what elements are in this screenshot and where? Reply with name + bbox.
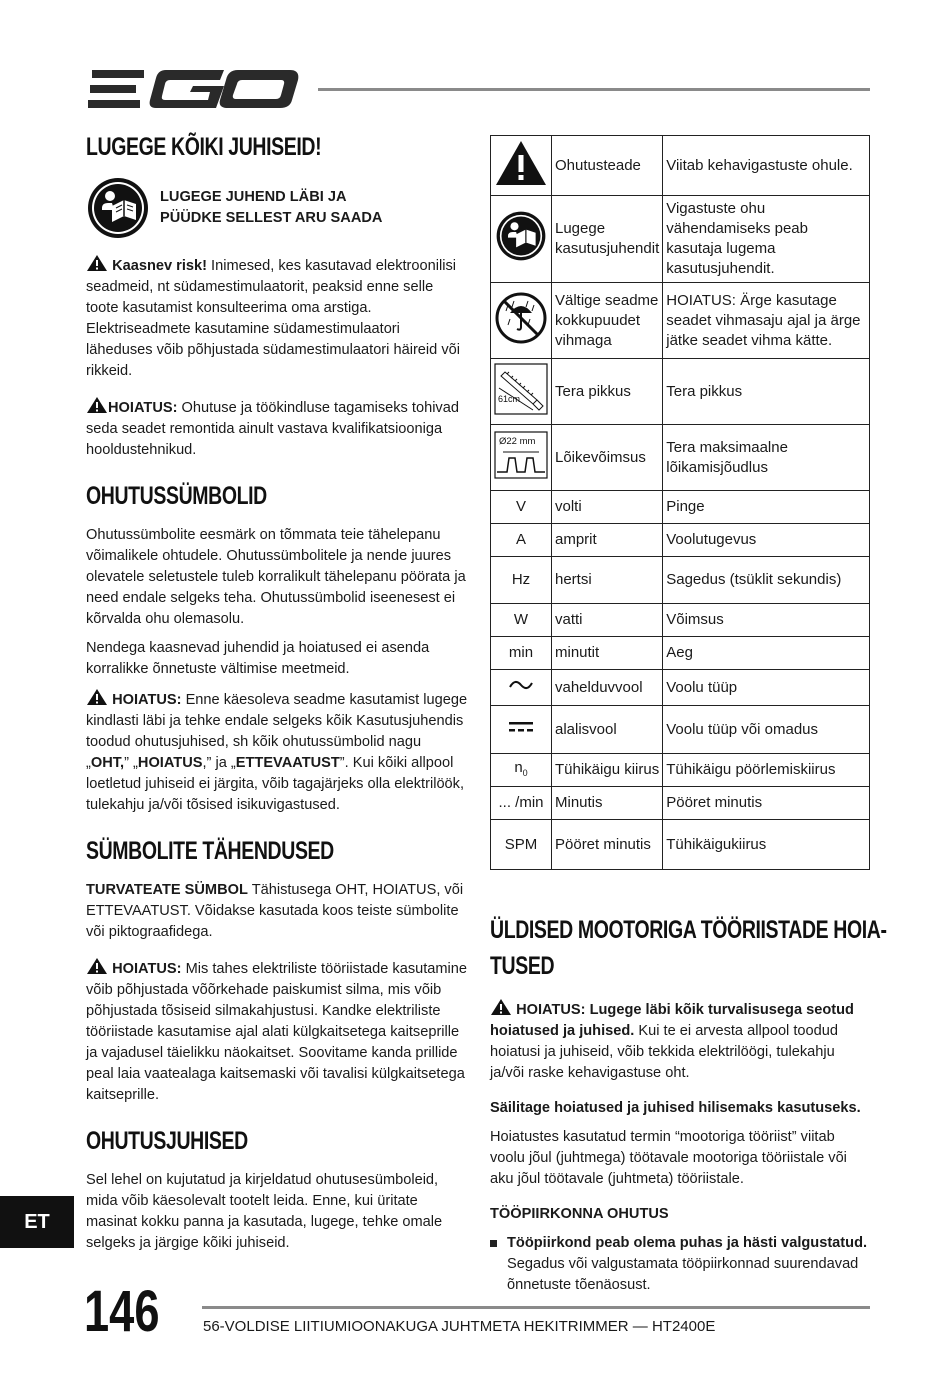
symbol-name: Lõikevõimsus — [552, 425, 663, 491]
risk-paragraph — [86, 254, 468, 382]
header-rule — [318, 88, 870, 91]
symbol-subscript: 0 — [522, 767, 528, 778]
symbol-table-row — [491, 524, 870, 557]
symbol-meaning: Võimsus — [663, 604, 870, 637]
symbol-meaning: Sagedus (tsüklit sekundis) — [663, 557, 870, 604]
footer-rule — [202, 1306, 870, 1309]
symbol-name: vahelduvvool — [552, 670, 663, 706]
svg-text:61cm: 61cm — [498, 393, 521, 404]
symbol-name: amprit — [552, 524, 663, 557]
symbol-table-row — [491, 706, 870, 754]
read-manual-box — [86, 176, 468, 240]
warning-1-label: HOIATUS: — [108, 400, 178, 416]
symbol-cell — [491, 670, 552, 706]
safety-symbols-p1: Ohutussümbolite eesmärk on tõmmata teie tähelepanu võimalikele ohtudele. Ohutussümbolitele ja nende juures olevatele seletustele tuleb korralikult tähelepanu pöörata ja need endale selgeks teha. Ohutussümbolid iseenesest ei kõrvalda ohu olemasolu. — [86, 527, 466, 627]
symbol-cell — [491, 491, 552, 524]
read-all-title: LUGEGE KÕIKI JUHISEID! — [86, 133, 322, 161]
symbol-table-row — [491, 425, 870, 491]
symbol-table-row — [491, 557, 870, 604]
symbol-text: ... /min — [498, 794, 544, 811]
symbol-meaning: HOIATUS: Ärge kasutage seadet vihmasaju ajal ja ärge jätke seadet vihma kätte. — [663, 283, 870, 359]
svg-text:Ø22 mm: Ø22 mm — [499, 435, 536, 447]
warning-2-text-b: ” „ — [124, 755, 138, 771]
symbol-table-row — [491, 670, 870, 706]
symbol-cell — [491, 604, 552, 637]
symbol-cell — [491, 754, 552, 787]
symbol-table-row — [491, 787, 870, 820]
symbol-table-row — [491, 491, 870, 524]
symbol-meaning: Tera maksimaalne lõikamisjõudlus — [663, 425, 870, 491]
warning-2-hoiatus: HOIATUS — [137, 755, 203, 771]
symbol-meaning: Voolu tüüp või omadus — [663, 706, 870, 754]
warning-4-bold: Lugege läbi kõik turvalisusega seotud hoiatused ja juhised. — [490, 1002, 854, 1039]
alternating-current-icon — [507, 676, 535, 694]
symbol-text: Hz — [511, 571, 531, 588]
symbol-text: V — [515, 498, 526, 515]
blade-length-icon — [493, 362, 549, 416]
safety-alert-paragraph — [86, 880, 468, 943]
warning-3-label: HOIATUS: — [112, 961, 182, 977]
symbol-cell — [491, 820, 552, 870]
symbol-name: Minutis — [552, 787, 663, 820]
instructions-text: Sel lehel on kujutatud ja kirjeldatud ohutusesümboleid, mida võib käesolevalt tootelt leida. Enne, kui üritate masinat kokku panna ja kasutada, lugege, tehke omale selgeks ja järgige kõiki juhiseid. — [86, 1172, 443, 1251]
warning-2-text-c: ,” ja „ — [202, 755, 236, 771]
symbol-cell — [491, 359, 552, 425]
symbol-table-row — [491, 196, 870, 283]
symbol-name: Tühikäigu kiirus — [552, 754, 663, 787]
warning-2-text-d: ”. Kui kõiki allpool loetletud juhiseid ei järgita, võib tagajärjeks olla elektrilöök, tulekahju ja/või tõsised isikuvigastused. — [86, 755, 465, 813]
symbol-table-row — [491, 637, 870, 670]
warning-3-text: Mis tahes elektriliste tööriistade kasutamine võib põhjustada võõrkehade paiskumist silma, mis võib põhjustada tõsiseid silmakahjustusi. Kandke elektriliste tööriistade kasutamise ajal alati külgkaitsetega kaitseprille ja vajadusel täielikku näokaitset. Soovitame kanda prillide peal laia vaatealaga kaitsemaski või tavalisi külgkaitsetega kaitseprille. — [86, 961, 468, 1103]
warning-4-label: HOIATUS: — [516, 1002, 586, 1018]
symbols-table — [490, 135, 870, 870]
warning-triangle-icon — [490, 998, 512, 1016]
warning-3-paragraph — [86, 957, 468, 1106]
footer-product-line: 56-VOLDISE LIITIUMIOONAKUGA JUHTMETA HEKITRIMMER — HT2400E — [203, 1318, 716, 1335]
risk-label: Kaasnev risk! — [112, 258, 207, 274]
read-manual-icon — [495, 210, 547, 262]
symbol-meaning: Viitab kehavigastuste ohule. — [663, 136, 870, 196]
symbol-name: hertsi — [552, 557, 663, 604]
warning-2-oht: OHT, — [90, 755, 125, 771]
symbol-table-row — [491, 359, 870, 425]
term-text: Hoiatustes kasutatud termin “mootoriga tööriist” viitab voolu jõul (juhtmega) töötavale mootoriga tööriistale või aku jõul töötavale (juhtmeta) tööriistale. — [490, 1129, 847, 1187]
symbol-meaning: Vigastuste ohu vähendamiseks peab kasutaja lugema kasutusjuhendit. — [663, 196, 870, 283]
read-manual-icon — [86, 176, 150, 240]
symbol-cell — [491, 425, 552, 491]
risk-text: Inimesed, kes kasutavad elektroonilisi seadmeid, nt südamestimulaatorit, peaksid enne selle toote kasutamist konsulteerima oma arstiga. Elektriseadmete kasutamine südamestimulaatori läheduses võib põhjustada südamestimulaatori häireid või rikkeid. — [86, 258, 460, 379]
symbol-meaning: Tühikäigukiirus — [663, 820, 870, 870]
safety-alert-label: TURVATEATE SÜMBOL — [86, 882, 248, 898]
symbol-name: Vältige seadme kokkupuudet vihmaga — [552, 283, 663, 359]
symbol-cell — [491, 136, 552, 196]
symbol-name: minutit — [552, 637, 663, 670]
symbol-name: vatti — [552, 604, 663, 637]
no-rain-icon — [494, 291, 548, 345]
symbol-name: Pööret minutis — [552, 820, 663, 870]
symbol-cell — [491, 524, 552, 557]
symbol-meaning: Pinge — [663, 491, 870, 524]
symbol-text: SPM — [504, 835, 538, 853]
cutting-capacity-icon — [493, 430, 549, 480]
page-number: 146 — [84, 1279, 160, 1344]
safety-symbols-title: OHUTUSSÜMBOLID — [86, 482, 267, 510]
left-column — [86, 132, 468, 1254]
warning-triangle-icon — [86, 396, 108, 414]
warning-triangle-icon — [86, 957, 108, 975]
symbol-cell — [491, 283, 552, 359]
symbol-name: volti — [552, 491, 663, 524]
general-title-line-1: ÜLDISED MOOTORIGA TÖÖRIISTADE HOIA- — [490, 916, 887, 944]
symbol-text: min — [508, 644, 534, 661]
symbol-name: Tera pikkus — [552, 359, 663, 425]
read-manual-label-2: PÜÜDKE SELLEST ARU SAADA — [160, 210, 383, 226]
symbol-meaning: Tühikäigu pöörlemiskiirus — [663, 754, 870, 787]
warning-2-paragraph — [86, 688, 468, 816]
warning-triangle-icon — [86, 254, 108, 272]
direct-current-icon — [507, 720, 535, 734]
symbol-cell — [491, 706, 552, 754]
symbol-name: alalisvool — [552, 706, 663, 754]
warning-4-text: Kui te ei arvesta allpool toodud hoiatusi ja juhiseid, võib tekkida elektrilöögi, tulekahju ja/või raske kehavigastuse oht. — [490, 1023, 838, 1081]
warning-2-ettevaatust: ETTEVAATUST — [235, 755, 340, 771]
symbol-text: W — [513, 611, 529, 628]
symbol-meaning: Pööret minutis — [663, 787, 870, 820]
language-tab: ET — [0, 1196, 74, 1248]
warning-1-text: Ohutuse ja töökindluse tagamiseks tohivad seda seadet remontida ainult vastava kvalifikatsiooniga hooldustehnikud. — [86, 400, 459, 458]
work-area-title: TÖÖPIIRKONNA OHUTUS — [490, 1206, 669, 1222]
ego-logo — [86, 64, 300, 114]
symbol-meaning: Voolutugevus — [663, 524, 870, 557]
bullet-1-text: Segadus või valgustamata tööpiirkonnad suurendavad õnnetuste tõenäosust. — [507, 1256, 859, 1293]
safety-alert-text: Tähistusega OHT, HOIATUS, või ETTEVAATUST. Võidakse kasutada koos teiste sümbolite või piktograafidega. — [86, 882, 464, 940]
instructions-title: OHUTUSJUHISED — [86, 1127, 248, 1155]
keep-warnings: Säilitage hoiatused ja juhised hilisemaks kasutuseks. — [490, 1100, 861, 1116]
warning-2-text-a: Enne käesoleva seadme kasutamist lugege kindlasti läbi ja tehke endale selgeks kõik Kasutusjuhendis toodud ohutusjuhised, sh kõik ohutussümbolid nagu „ — [86, 692, 468, 771]
bullet-1 — [490, 1233, 870, 1296]
symbol-meaning: Tera pikkus — [663, 359, 870, 425]
symbol-meaning: Voolu tüüp — [663, 670, 870, 706]
symbol-name: Ohutusteade — [552, 136, 663, 196]
warning-4-paragraph — [490, 998, 870, 1084]
read-manual-label-1: LUGEGE JUHEND LÄBI JA — [160, 189, 347, 205]
general-title-line-2: TUSED — [490, 952, 555, 980]
warning-triangle-icon — [86, 688, 108, 706]
safety-symbols-p2: Nendega kaasnevad juhendid ja hoiatused ei asenda korralikke õnnetuste vältimise meetmeid. — [86, 640, 430, 677]
symbol-cell — [491, 637, 552, 670]
symbol-table-row — [491, 820, 870, 870]
symbol-name: Lugege kasutusjuhendit — [552, 196, 663, 283]
warning-2-label: HOIATUS: — [112, 692, 182, 708]
symbol-table-row — [491, 283, 870, 359]
meanings-title: SÜMBOLITE TÄHENDUSED — [86, 837, 334, 865]
symbol-cell — [491, 196, 552, 283]
warning-1-paragraph — [86, 396, 468, 461]
symbol-table-row — [491, 136, 870, 196]
symbol-meaning: Aeg — [663, 637, 870, 670]
bullet-1-bold: Tööpiirkond peab olema puhas ja hästi valgustatud. — [507, 1235, 868, 1251]
bullet-square-icon — [490, 1240, 497, 1247]
warning-triangle-icon — [494, 138, 548, 188]
symbol-cell — [491, 787, 552, 820]
right-column — [490, 135, 887, 1296]
symbol-cell — [491, 557, 552, 604]
symbol-table-row — [491, 604, 870, 637]
symbol-text: A — [515, 531, 526, 548]
symbol-text: n — [514, 758, 523, 776]
symbol-table-row — [491, 754, 870, 787]
